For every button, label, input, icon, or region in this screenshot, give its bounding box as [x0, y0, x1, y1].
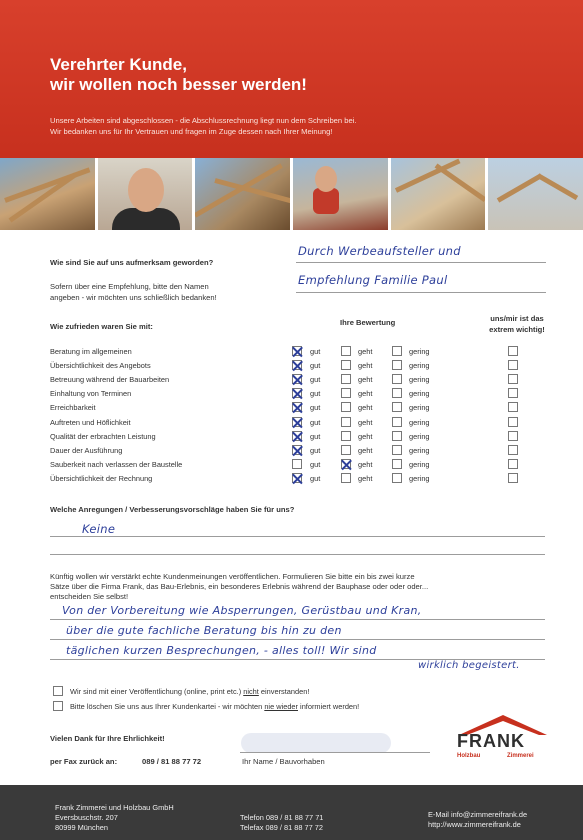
rating-gering-label: gering: [409, 389, 430, 399]
rating-gut-checkbox[interactable]: [292, 417, 302, 427]
q3-answer-line-4[interactable]: wirklich begeistert.: [418, 660, 520, 671]
rating-label: Übersichtlichkeit des Angebots: [50, 361, 151, 371]
rating-geht-checkbox[interactable]: [341, 417, 351, 427]
rating-geht-checkbox[interactable]: [341, 459, 351, 469]
consent-publication[interactable]: [50, 685, 570, 699]
rating-gut-checkbox[interactable]: [292, 346, 302, 356]
rating-label: Erreichbarkeit: [50, 403, 96, 413]
rating-label: Übersichtlichkeit der Rechnung: [50, 473, 153, 483]
rating-geht-label: geht: [358, 431, 373, 441]
rating-geht-label: geht: [358, 347, 373, 356]
rating-gering-checkbox[interactable]: [392, 346, 402, 356]
q2-answer-line-2: [50, 554, 545, 555]
rating-gering-checkbox[interactable]: [392, 431, 402, 441]
q2-answer[interactable]: Keine: [82, 522, 116, 536]
rating-geht-label: geht: [358, 473, 373, 483]
rating-gut-label: gut: [310, 389, 321, 399]
rating-gering-label: gering: [409, 375, 430, 385]
rating-label: Sauberkeit nach verlassen der Baustelle: [50, 459, 183, 469]
rating-gut-checkbox[interactable]: [292, 374, 302, 384]
rating-label: Einhaltung von Terminen: [50, 389, 132, 399]
ratings-col-header: Ihre Bewertung: [340, 318, 396, 327]
consent-publication-checkbox[interactable]: [53, 686, 63, 696]
rating-gering-checkbox[interactable]: [392, 473, 402, 483]
rating-row: [50, 472, 570, 486]
rating-row: [50, 416, 570, 430]
q2-question: Welche Anregungen / Verbesserungsvorschläge haben Sie für uns?: [50, 505, 295, 514]
rating-row: [50, 373, 570, 387]
rating-geht-checkbox[interactable]: [341, 374, 351, 384]
q3-answer-line-3[interactable]: täglichen kurzen Besprechungen, - alles toll! Wir sind: [66, 644, 377, 657]
rating-label: Qualität der erbrachten Leistung: [50, 431, 156, 441]
footer-email[interactable]: E-Mail info@zimmereifrank.de: [428, 810, 528, 819]
thanks-text: Vielen Dank für Ihre Ehrlichkeit!: [50, 734, 165, 743]
important-checkbox[interactable]: [508, 459, 518, 469]
rating-gering-label: gering: [409, 459, 430, 469]
headline-line-2: wir wollen noch besser werden!: [50, 75, 307, 94]
q1-answer-line-2: [296, 292, 546, 293]
rating-geht-label: geht: [358, 445, 373, 455]
rating-row: [50, 345, 570, 359]
rating-geht-checkbox[interactable]: [341, 445, 351, 455]
important-checkbox[interactable]: [508, 431, 518, 441]
important-checkbox[interactable]: [508, 473, 518, 483]
footer-address: [55, 803, 174, 833]
intro-line-2: Wir bedanken uns für Ihr Vertrauen und fragen im Zuge dessen nach Ihrer Meinung!: [50, 127, 333, 136]
rating-gut-checkbox[interactable]: [292, 388, 302, 398]
rating-gering-checkbox[interactable]: [392, 402, 402, 412]
consent-2-underline: nie wieder: [264, 702, 298, 711]
important-checkbox[interactable]: [508, 346, 518, 356]
rating-gering-label: gering: [409, 403, 430, 413]
intro-text: [50, 115, 550, 137]
rating-gut-checkbox[interactable]: [292, 473, 302, 483]
rating-gering-checkbox[interactable]: [392, 388, 402, 398]
rating-geht-label: geht: [358, 459, 373, 469]
rating-gering-label: gering: [409, 473, 430, 483]
photo-timber-frame: [195, 158, 290, 230]
rating-gering-label: gering: [409, 431, 430, 441]
logo-sub-right: Zimmerei: [507, 753, 534, 759]
rating-gering-checkbox[interactable]: [392, 374, 402, 384]
footer-street: Eversbuschstr. 207: [55, 813, 118, 822]
fax-label: per Fax zurück an:: [50, 757, 118, 766]
rating-label: Dauer der Ausführung: [50, 445, 123, 455]
consent-delete[interactable]: [50, 700, 570, 714]
q2-answer-line-1: [50, 536, 545, 537]
intro-line-1: Unsere Arbeiten sind abgeschlossen - die Abschlussrechnung liegt nun dem Schreiben bei.: [50, 116, 357, 125]
important-checkbox[interactable]: [508, 402, 518, 412]
rating-gut-label: gut: [310, 347, 321, 356]
footer-web[interactable]: http://www.zimmereifrank.de: [428, 820, 521, 829]
photo-roof-truss: [391, 158, 486, 230]
rating-geht-label: geht: [358, 361, 373, 371]
q3-text: [50, 572, 550, 602]
consent-delete-label: [70, 702, 359, 711]
rating-label: Betreuung während der Bauarbeiten: [50, 375, 170, 385]
q3-rule-1: [50, 619, 545, 620]
rating-gering-label: gering: [409, 347, 430, 356]
rating-geht-checkbox[interactable]: [341, 473, 351, 483]
rating-row: [50, 359, 570, 373]
q3-text-line-2: Sätze über die Firma Frank, das Bau-Erlebnis, ein besonderes Erlebnis während der Bauphase oder oder oder...: [50, 582, 429, 591]
important-col-header: [482, 313, 552, 335]
rating-gering-checkbox[interactable]: [392, 445, 402, 455]
q1-answer-2[interactable]: Empfehlung Familie Paul: [298, 273, 448, 287]
rating-gut-checkbox[interactable]: [292, 431, 302, 441]
footer-city: 80999 München: [55, 823, 109, 832]
footer-phone-fax: [240, 813, 323, 833]
q3-text-line-3: entscheiden Sie selbst!: [50, 592, 129, 601]
q1-hint-line-1: Sofern über eine Empfehlung, bitte den Namen: [50, 282, 209, 291]
rating-gering-checkbox[interactable]: [392, 459, 402, 469]
q3-text-line-1: Künftig wollen wir verstärkt echte Kundenmeinungen veröffentlichen. Formulieren Sie bitte ein bis zwei kurze: [50, 572, 415, 581]
rating-geht-checkbox[interactable]: [341, 388, 351, 398]
important-checkbox[interactable]: [508, 417, 518, 427]
rating-gut-label: gut: [310, 445, 321, 455]
q3-answer-line-1[interactable]: Von der Vorbereitung wie Absperrungen, Gerüstbau und Kran,: [62, 604, 422, 617]
rating-geht-checkbox[interactable]: [341, 346, 351, 356]
rating-gut-label: gut: [310, 417, 321, 427]
footer-fax: Telefax 089 / 81 88 77 72: [240, 823, 324, 832]
consent-delete-checkbox[interactable]: [53, 701, 63, 711]
rating-row: [50, 387, 570, 401]
rating-gut-label: gut: [310, 431, 321, 441]
q1-hint: [50, 281, 217, 303]
q1-answer-line: [296, 262, 546, 263]
rating-label: Beratung im allgemeinen: [50, 347, 132, 356]
rating-gut-label: gut: [310, 375, 321, 385]
name-signature-redacted: [241, 733, 391, 753]
name-label: Ihr Name / Bauvorhaben: [242, 757, 325, 766]
consent-1-pre: Wir sind mit einer Veröffentlichung (online, print etc.): [70, 687, 244, 696]
fax-number: 089 / 81 88 77 72: [142, 757, 202, 766]
rating-gut-checkbox[interactable]: [292, 445, 302, 455]
logo-sub-left: Holzbau: [457, 753, 481, 759]
rating-gering-label: gering: [409, 361, 430, 371]
rating-gering-label: gering: [409, 417, 430, 427]
rating-geht-label: geht: [358, 375, 373, 385]
rating-gut-label: gut: [310, 361, 321, 371]
photo-worker: [293, 158, 388, 230]
rating-gut-label: gut: [310, 473, 321, 483]
footer: [0, 785, 583, 840]
consent-1-underline: nicht: [243, 687, 259, 696]
rating-geht-label: geht: [358, 389, 373, 399]
rating-row: [50, 401, 570, 415]
rating-label: Auftreten und Höflichkeit: [50, 417, 131, 427]
rating-geht-checkbox[interactable]: [341, 402, 351, 412]
rating-gut-checkbox[interactable]: [292, 402, 302, 412]
consent-2-post: informiert werden!: [298, 702, 360, 711]
q1-hint-line-2: angeben - wir möchten uns schließlich bedanken!: [50, 293, 217, 302]
q3-rule-2: [50, 639, 545, 640]
rating-geht-checkbox[interactable]: [341, 360, 351, 370]
name-line: [240, 752, 430, 753]
q1-question: Wie sind Sie auf uns aufmerksam geworden?: [50, 258, 214, 267]
important-checkbox[interactable]: [508, 374, 518, 384]
rating-row: [50, 458, 570, 472]
logo-name: FRANK: [457, 731, 525, 751]
important-checkbox[interactable]: [508, 388, 518, 398]
rating-gut-label: gut: [310, 459, 321, 469]
header-banner: [0, 0, 583, 158]
rating-geht-label: geht: [358, 417, 373, 427]
rating-gut-checkbox[interactable]: [292, 360, 302, 370]
footer-contact: [428, 810, 527, 830]
consent-2-pre: Bitte löschen Sie uns aus Ihrer Kundenkartei - wir möchten: [70, 702, 265, 711]
rating-geht-label: geht: [358, 403, 373, 413]
footer-company: Frank Zimmerei und Holzbau GmbH: [55, 803, 174, 812]
important-col-header-line-1: uns/mir ist das: [490, 314, 544, 323]
photo-house-frame: [488, 158, 583, 230]
photo-portrait: [98, 158, 193, 230]
rating-row: [50, 444, 570, 458]
headline: [50, 55, 530, 95]
important-checkbox[interactable]: [508, 445, 518, 455]
important-checkbox[interactable]: [508, 360, 518, 370]
consent-publication-label: [70, 687, 309, 696]
rating-gering-checkbox[interactable]: [392, 417, 402, 427]
important-col-header-line-2: extrem wichtig!: [489, 325, 545, 334]
frank-logo: [455, 713, 551, 765]
ratings-title: Wie zufrieden waren Sie mit:: [50, 322, 153, 331]
rating-geht-checkbox[interactable]: [341, 431, 351, 441]
rating-gering-checkbox[interactable]: [392, 360, 402, 370]
consent-1-post: einverstanden!: [258, 687, 310, 696]
headline-line-1: Verehrter Kunde,: [50, 55, 187, 74]
photo-strip: [0, 158, 583, 230]
q1-answer[interactable]: Durch Werbeaufsteller und: [298, 244, 461, 258]
rating-gut-label: gut: [310, 403, 321, 413]
footer-phone: Telefon 089 / 81 88 77 71: [240, 813, 324, 822]
q3-answer-line-2[interactable]: über die gute fachliche Beratung bis hin zu den: [66, 624, 342, 637]
photo-carpenter-on-roof: [0, 158, 95, 230]
rating-gut-checkbox[interactable]: [292, 459, 302, 469]
rating-row: [50, 430, 570, 444]
rating-gering-label: gering: [409, 445, 430, 455]
